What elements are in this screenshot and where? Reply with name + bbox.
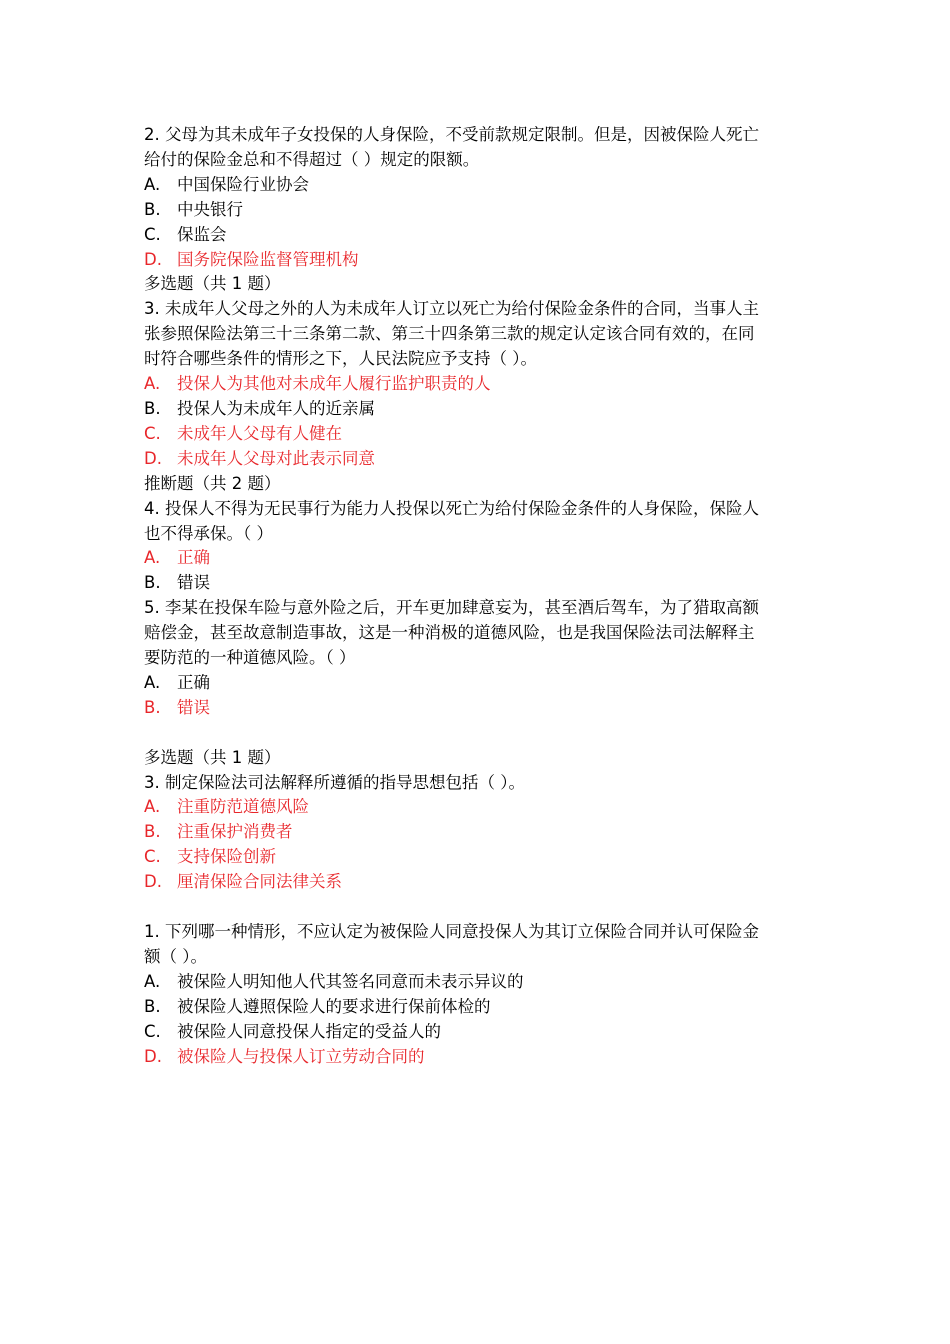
question-stem: 给付的保险金总和不得超过（ ）规定的限额。 (144, 149, 480, 169)
question-stem: 3. 未成年人父母之外的人为未成年人订立以死亡为给付保险金条件的合同，当事人主 (144, 299, 759, 319)
option-d-correct: D. 被保险人与投保人订立劳动合同的 (144, 1046, 425, 1066)
question-stem: 额（ ）。 (144, 946, 207, 966)
option-d-correct: D. 国务院保险监督管理机构 (144, 249, 359, 269)
option-c: C. 保监会 (144, 224, 227, 244)
option-b: B. 中央银行 (144, 199, 243, 219)
blank-line (144, 721, 804, 746)
option-a: A. 中国保险行业协会 (144, 174, 309, 194)
question-stem: 要防范的一种道德风险。（ ） (144, 648, 356, 668)
question-stem: 3. 制定保险法司法解释所遵循的指导思想包括（ ）。 (144, 772, 525, 792)
question-stem: 2. 父母为其未成年子女投保的人身保险，不受前款规定限制。但是，因被保险人死亡 (144, 125, 759, 144)
section-heading-multiple-choice: 多选题（共 1 题） (144, 274, 281, 294)
option-c-correct: C. 支持保险创新 (144, 847, 276, 867)
option-b: B. 投保人为未成年人的近亲属 (144, 398, 375, 418)
option-d-correct: D. 未成年人父母对此表示同意 (144, 448, 375, 468)
option-b: B. 被保险人遵照保险人的要求进行保前体检的 (144, 996, 491, 1016)
question-stem: 也不得承保。（ ） (144, 523, 273, 543)
question-stem: 1. 下列哪一种情形，不应认定为被保险人同意投保人为其订立保险合同并认可保险金 (144, 921, 759, 941)
question-2 (144, 123, 804, 272)
question-4 (144, 497, 804, 597)
option-a: A. 正确 (144, 672, 210, 692)
section-heading-multiple-choice: 多选题（共 1 题） (144, 747, 281, 767)
question-stem: 赔偿金，甚至故意制造事故，这是一种消极的道德风险，也是我国保险法司法解释主 (144, 623, 755, 643)
option-c: C. 被保险人同意投保人指定的受益人的 (144, 1021, 441, 1041)
question-3 (144, 297, 804, 471)
section-heading-judgement: 推断题（共 2 题） (144, 473, 281, 493)
question-stem: 时符合哪些条件的情形之下，人民法院应予支持（ ）。 (144, 349, 537, 369)
question-stem: 张参照保险法第三十三条第二款、第三十四条第三款的规定认定该合同有效的，在同 (144, 324, 755, 344)
question-3-second (144, 771, 804, 896)
question-stem: 4. 投保人不得为无民事行为能力人投保以死亡为给付保险金条件的人身保险，保险人 (144, 498, 759, 518)
option-b-correct: B. 错误 (144, 697, 210, 717)
question-1 (144, 920, 804, 1069)
document-page (144, 123, 804, 1069)
option-c-correct: C. 未成年人父母有人健在 (144, 423, 342, 443)
question-stem: 5. 李某在投保车险与意外险之后，开车更加肆意妄为，甚至酒后驾车，为了猎取高额 (144, 598, 759, 618)
option-b-correct: B. 注重保护消费者 (144, 822, 293, 842)
option-a-correct: A. 注重防范道德风险 (144, 797, 309, 817)
question-5 (144, 596, 804, 721)
option-a: A. 被保险人明知他人代其签名同意而未表示异议的 (144, 971, 524, 991)
option-a-correct: A. 投保人为其他对未成年人履行监护职责的人 (144, 374, 491, 394)
option-a-correct: A. 正确 (144, 548, 210, 568)
blank-line (144, 895, 804, 920)
option-d-correct: D. 厘清保险合同法律关系 (144, 872, 342, 892)
option-b: B. 错误 (144, 573, 210, 593)
